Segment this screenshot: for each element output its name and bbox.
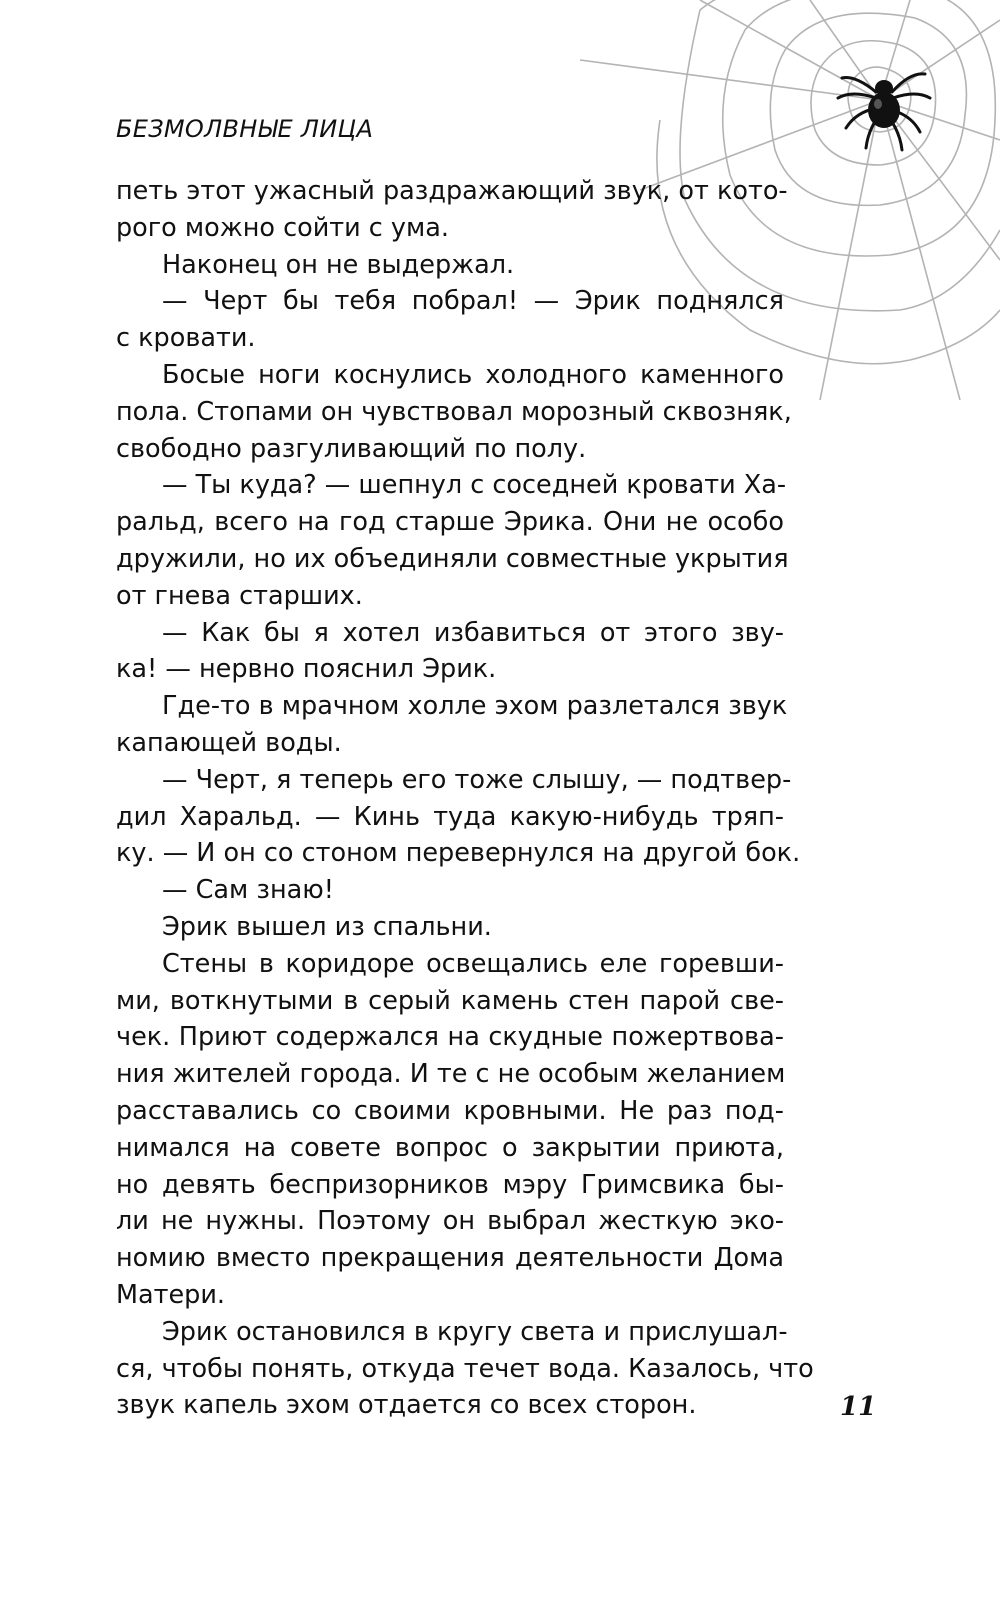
text-line: Стены в коридоре освещались еле горевши- xyxy=(162,948,784,979)
text-line: от гнева старших. xyxy=(116,580,363,611)
text-line: рого можно сойти с ума. xyxy=(116,212,449,243)
text-line: расставались со своими кровными. Не раз под- xyxy=(116,1095,784,1126)
text-line: Матери. xyxy=(116,1279,226,1310)
text-line: пола. Стопами он чувствовал морозный сквозняк, xyxy=(116,396,792,427)
text-line: ка! — нервно пояснил Эрик. xyxy=(116,654,497,685)
text-line: — Ты куда? — шепнул с соседней кровати Ха- xyxy=(162,470,787,501)
body-text xyxy=(116,173,814,1424)
text-line: но девять беспризорников мэру Гримсвика бы- xyxy=(116,1169,784,1200)
text-line: — Черт, я теперь его тоже слышу, — подтвер- xyxy=(162,764,792,795)
text-line: капающей воды. xyxy=(116,727,342,758)
running-head: БЕЗМОЛВНЫЕ ЛИЦА xyxy=(116,115,374,143)
text-line: — Черт бы тебя побрал! — Эрик поднялся xyxy=(162,286,784,317)
text-line: ку. — И он со стоном перевернулся на другой бок. xyxy=(116,838,801,869)
text-line: ральд, всего на год старше Эрика. Они не особо xyxy=(116,507,784,538)
text-line: Эрик остановился в кругу света и прислушал- xyxy=(162,1316,788,1347)
text-line: нимался на совете вопрос о закрытии приюта, xyxy=(116,1132,784,1163)
text-line: петь этот ужасный раздражающий звук, от кото- xyxy=(116,176,788,206)
page-number: 11 xyxy=(840,1392,877,1422)
text-line: свободно разгуливающий по полу. xyxy=(116,433,587,464)
text-line: — Сам знаю! xyxy=(162,875,334,906)
text-line: — Как бы я хотел избавиться от этого зву- xyxy=(162,617,784,648)
text-line: Эрик вышел из спальни. xyxy=(162,911,492,942)
text-line: Босые ноги коснулись холодного каменного xyxy=(162,359,784,390)
text-line: Наконец он не выдержал. xyxy=(162,249,515,280)
text-line: дружили, но их объединяли совместные укрытия xyxy=(116,543,789,574)
text-line: ся, чтобы понять, откуда течет вода. Казалось, что xyxy=(116,1353,814,1384)
text-line: ми, воткнутыми в серый камень стен парой све- xyxy=(116,985,784,1016)
text-line: с кровати. xyxy=(116,323,256,354)
text-line: ния жителей города. И те с не особым желанием xyxy=(116,1059,786,1090)
text-line: чек. Приют содержался на скудные пожертвова- xyxy=(116,1022,784,1053)
text-line: звук капель эхом отдается со всех сторон. xyxy=(116,1390,697,1421)
text-line: номию вместо прекращения деятельности Дома xyxy=(116,1243,784,1274)
text-line: дил Харальд. — Кинь туда какую-нибудь тряп- xyxy=(116,801,784,832)
text-line: Где-то в мрачном холле эхом разлетался звук xyxy=(162,691,788,722)
text-line: ли не нужны. Поэтому он выбрал жесткую эко- xyxy=(116,1206,784,1237)
